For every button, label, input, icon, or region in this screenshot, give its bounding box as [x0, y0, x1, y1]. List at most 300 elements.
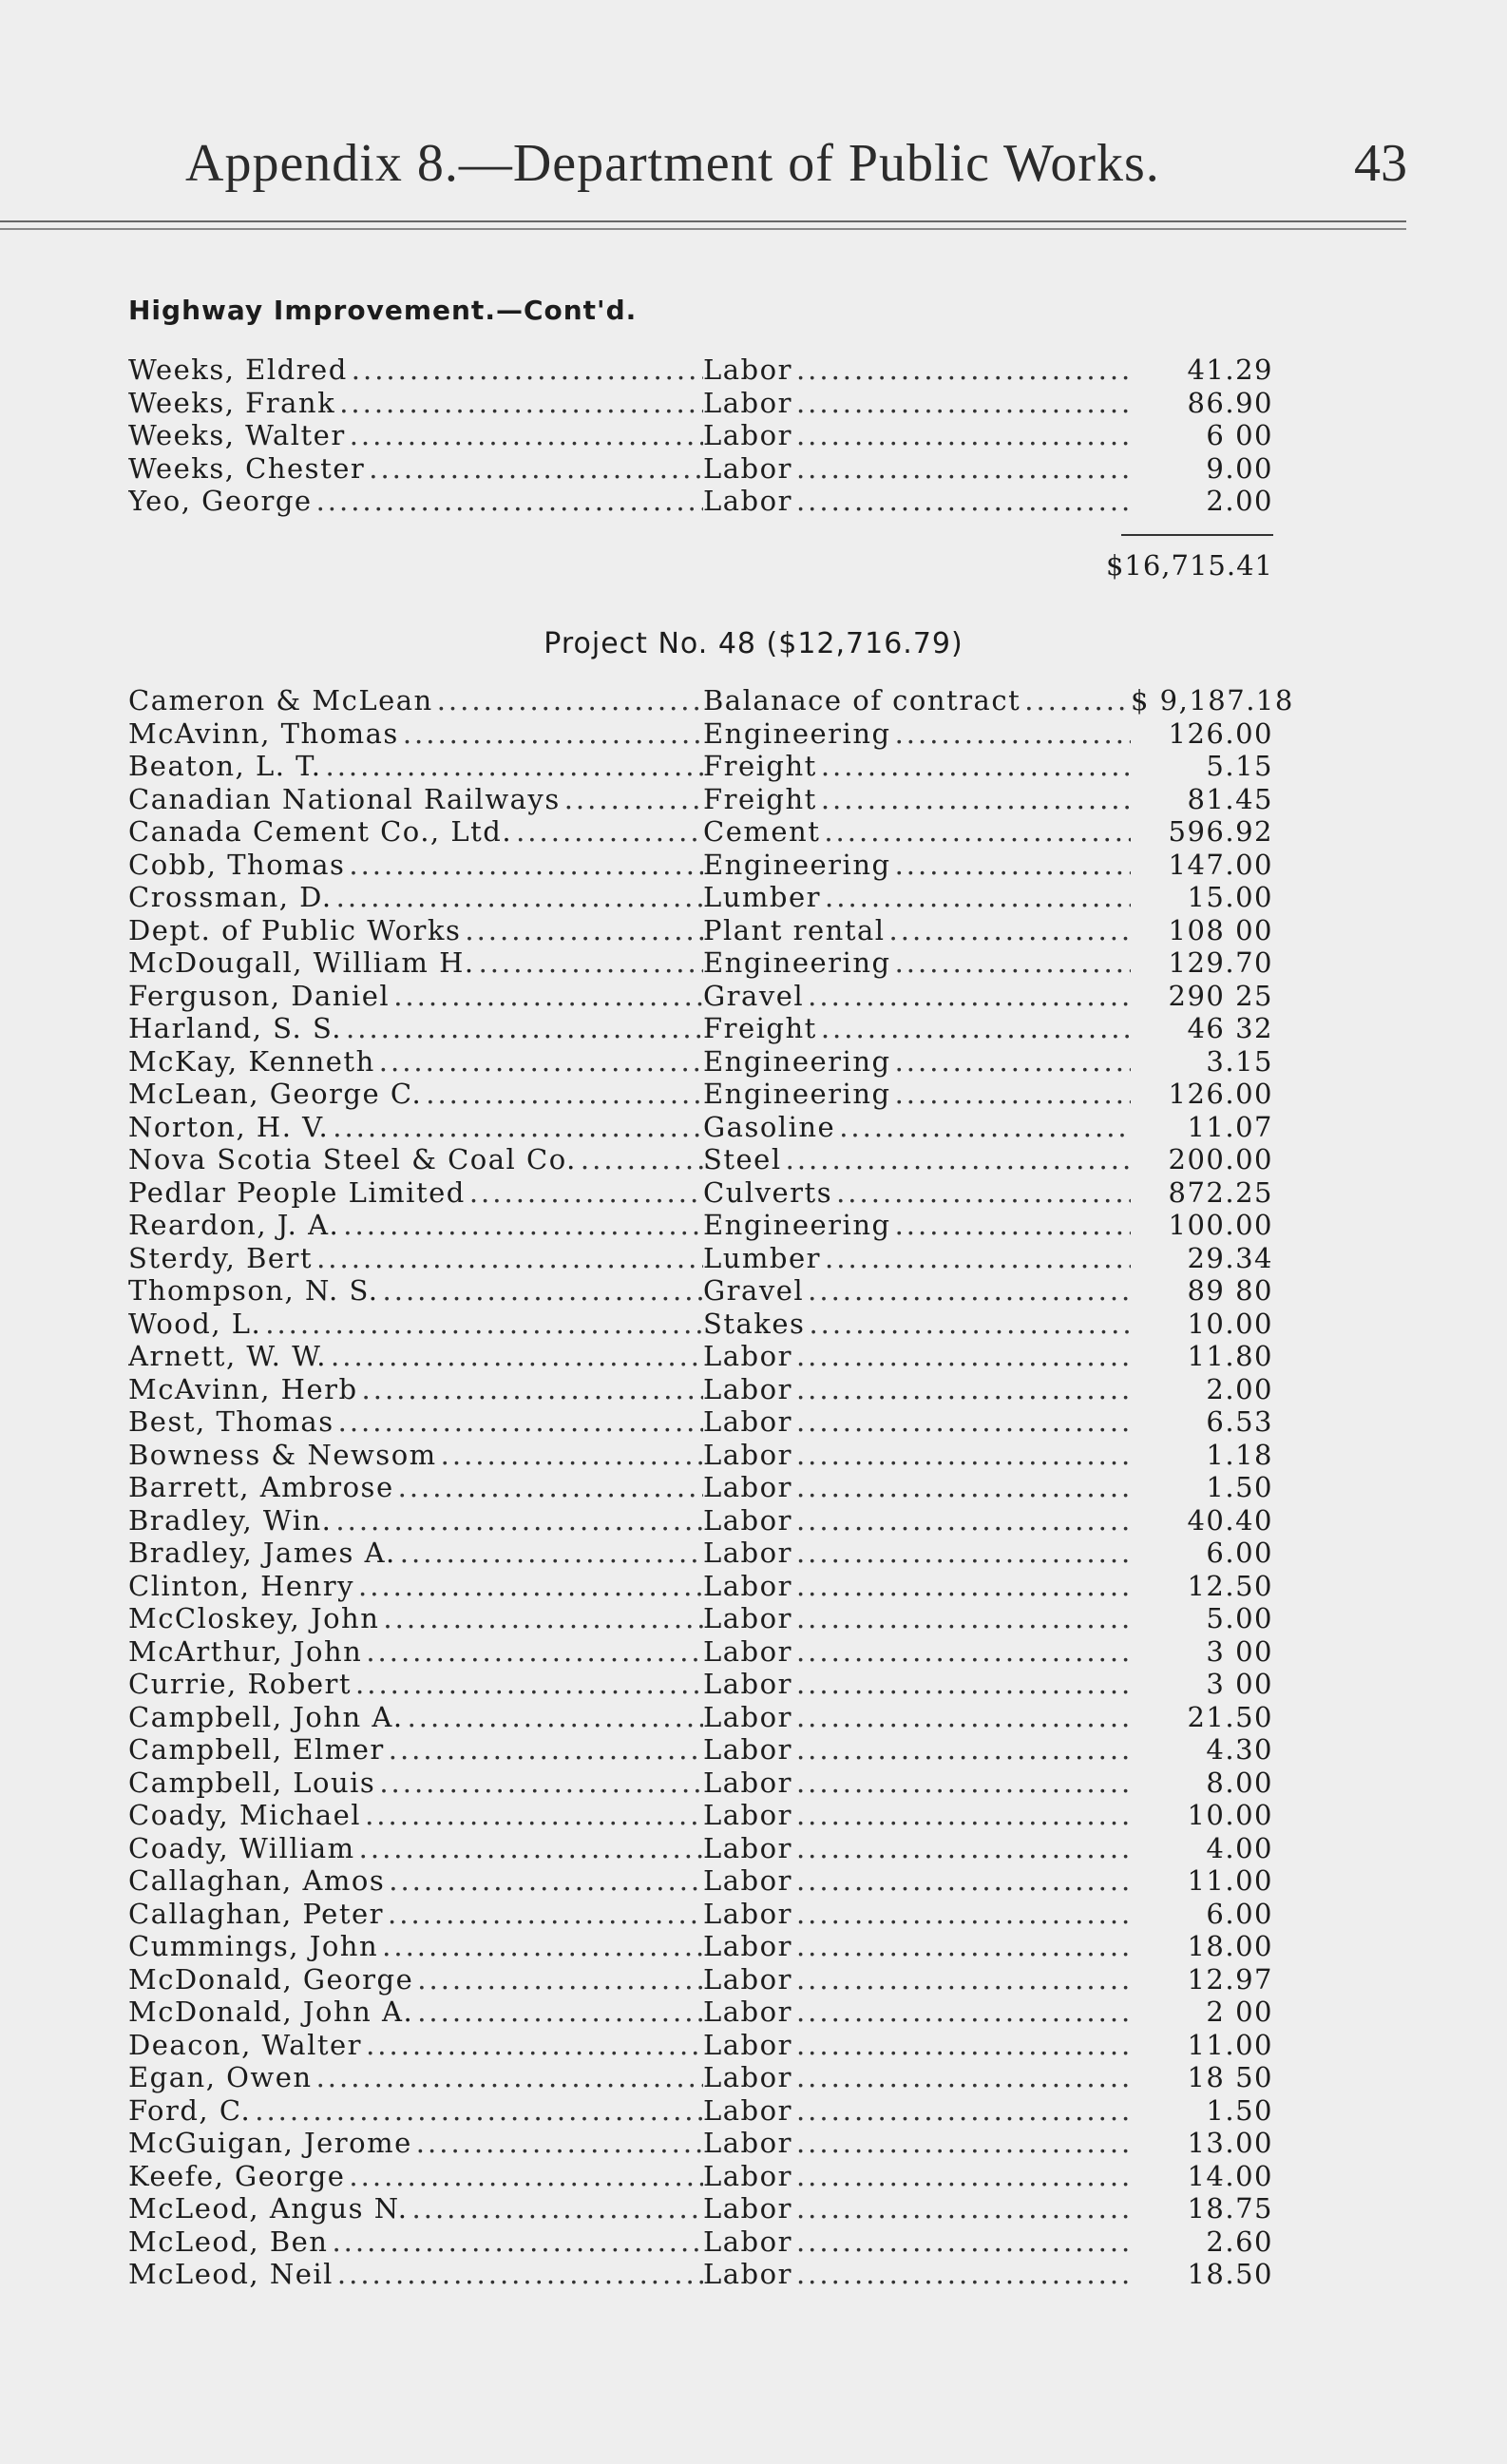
dot-leader [361, 1799, 703, 1831]
amount: 1.18 [1206, 1438, 1273, 1471]
ledger-row [128, 1767, 1273, 1800]
dot-leader [792, 452, 1131, 485]
expense-purpose: Freight [703, 750, 817, 782]
ledger-row [128, 1373, 1273, 1406]
amount: 11.80 [1187, 1340, 1273, 1372]
payee-name: McDougall, William H. [128, 946, 475, 979]
amount: 12.97 [1187, 1962, 1273, 1996]
expense-purpose: Labor [703, 2192, 792, 2225]
dot-leader [365, 452, 703, 485]
ledger-row [128, 1537, 1273, 1570]
amount: 8.00 [1206, 1766, 1273, 1799]
ledger-row [128, 1701, 1273, 1734]
dot-leader [399, 717, 703, 750]
ledger-row [128, 1143, 1273, 1176]
payee-name: Coady, Michael [128, 1799, 362, 1831]
dot-leader [891, 1078, 1131, 1110]
payee-name: Beaton, L. T. [128, 750, 322, 782]
ledger-row [128, 980, 1273, 1013]
dot-leader [355, 1832, 703, 1864]
amount: 6.00 [1206, 1897, 1273, 1930]
ledger-row [128, 717, 1273, 751]
payee-name: Campbell, Louis [128, 1766, 376, 1799]
ledger-row [128, 485, 1273, 518]
dot-leader [792, 1996, 1131, 2028]
amount: 4.30 [1206, 1733, 1273, 1766]
expense-purpose: Labor [703, 1930, 792, 1962]
project-ledger [128, 684, 1294, 2291]
dot-leader [792, 1733, 1131, 1766]
payee-name: Ford, C. [128, 2093, 252, 2127]
dot-leader [792, 2160, 1131, 2192]
amount: 18.75 [1187, 2192, 1273, 2225]
dot-leader [346, 419, 703, 451]
expense-purpose: Labor [703, 1372, 792, 1405]
expense-purpose: Labor [703, 2159, 792, 2192]
expense-purpose: Freight [703, 1012, 817, 1044]
dot-leader [362, 1635, 703, 1668]
amount: $ 9,187.18 [1131, 684, 1294, 716]
amount: 9.00 [1206, 451, 1273, 485]
amount: 13.00 [1187, 2127, 1273, 2159]
dot-leader [821, 881, 1131, 913]
ledger-row [128, 2094, 1273, 2128]
dot-leader [817, 750, 1131, 782]
dot-leader [327, 1340, 703, 1372]
page-number: 43 [1354, 134, 1407, 193]
expense-purpose: Engineering [703, 1044, 891, 1078]
dot-leader [313, 1242, 703, 1274]
dot-leader [321, 750, 703, 782]
dot-leader [412, 2127, 703, 2159]
header-rule-secondary [0, 228, 1406, 230]
payee-name: Weeks, Walter [128, 419, 346, 451]
amount: 5.15 [1206, 750, 1273, 782]
ledger-row [128, 2258, 1273, 2291]
ledger-row [128, 1274, 1273, 1308]
amount: 596.92 [1168, 815, 1273, 848]
payee-name: McLean, George C. [128, 1078, 423, 1110]
dot-leader [342, 1012, 703, 1044]
dot-leader [792, 1537, 1131, 1569]
payee-name: Bowness & Newsom [128, 1438, 437, 1471]
ledger-row [128, 2192, 1273, 2225]
expense-purpose: Labor [703, 419, 792, 451]
ledger-row [128, 1635, 1273, 1669]
dot-leader [333, 881, 703, 913]
amount: 200.00 [1168, 1143, 1273, 1175]
amount: 147.00 [1168, 848, 1273, 881]
dot-leader [792, 2061, 1131, 2093]
expense-purpose: Engineering [703, 946, 891, 979]
expense-purpose: Labor [703, 1700, 792, 1733]
section-total: $16,715.41 [1105, 549, 1273, 582]
dot-leader [792, 2225, 1131, 2258]
payee-name: Bradley, James A. [128, 1537, 396, 1569]
amount: 3 00 [1206, 1634, 1273, 1668]
amount: 1.50 [1206, 2093, 1273, 2127]
expense-purpose: Culverts [703, 1175, 833, 1209]
amount: 15.00 [1187, 881, 1273, 913]
payee-name: McArthur, John [128, 1634, 363, 1668]
dot-leader [334, 2258, 703, 2290]
payee-name: McDonald, George [128, 1962, 414, 1996]
dot-leader [792, 2127, 1131, 2159]
payee-name: Harland, S. S. [128, 1012, 343, 1044]
dot-leader [354, 1570, 703, 1602]
dot-leader [339, 1209, 703, 1241]
dot-leader [334, 1405, 703, 1438]
payee-name: Keefe, George [128, 2159, 346, 2192]
amount: 6.53 [1206, 1405, 1273, 1438]
payee-name: McGuigan, Jerome [128, 2127, 412, 2159]
expense-purpose: Plant rental [703, 913, 886, 946]
ledger-row [128, 815, 1273, 849]
expense-purpose: Labor [703, 1799, 792, 1831]
expense-purpose: Labor [703, 1733, 792, 1766]
dot-leader [820, 815, 1131, 848]
dot-leader [817, 783, 1131, 815]
payee-name: Yeo, George [128, 485, 313, 517]
expense-purpose: Labor [703, 1405, 792, 1438]
ledger-row [128, 2061, 1273, 2094]
dot-leader [891, 717, 1131, 750]
dot-leader [396, 1537, 703, 1569]
ledger-row [128, 914, 1273, 947]
dot-leader [891, 946, 1131, 979]
ledger-row [128, 2160, 1273, 2193]
payee-name: Cameron & McLean [128, 684, 433, 716]
payee-name: Weeks, Frank [128, 386, 336, 419]
ledger-row [128, 1963, 1273, 1996]
dot-leader [792, 1504, 1131, 1537]
dot-leader [375, 1045, 703, 1078]
dot-leader [345, 2160, 703, 2192]
expense-purpose: Labor [703, 1503, 792, 1537]
amount: 12.50 [1187, 1569, 1273, 1602]
expense-purpose: Labor [703, 386, 792, 419]
amount: 129.70 [1168, 946, 1273, 979]
ledger-row [128, 1012, 1273, 1045]
dot-leader [378, 1930, 703, 1962]
payee-name: Cummings, John [128, 1930, 379, 1962]
expense-purpose: Labor [703, 2028, 792, 2061]
payee-name: McAvinn, Herb [128, 1372, 358, 1405]
dot-leader [332, 1504, 703, 1537]
dot-leader [792, 1767, 1131, 1799]
amount: 1.50 [1206, 1471, 1273, 1503]
payee-name: Best, Thomas [128, 1405, 334, 1438]
dot-leader [805, 1308, 1131, 1340]
payee-name: Thompson, N. S. [128, 1274, 379, 1307]
amount: 29.34 [1187, 1241, 1273, 1274]
dot-leader [792, 2029, 1131, 2061]
dot-leader [375, 1767, 703, 1799]
ledger-row [128, 452, 1273, 486]
expense-purpose: Labor [703, 1996, 792, 2028]
ledger-row [128, 1930, 1273, 1963]
dot-leader [792, 1405, 1131, 1438]
payee-name: Bradley, Win. [128, 1503, 333, 1537]
payee-name: Arnett, W. W. [128, 1340, 328, 1372]
dot-leader [792, 2094, 1131, 2127]
amount: 2.60 [1206, 2225, 1273, 2258]
payee-name: Coady, William [128, 1831, 355, 1864]
payee-name: Weeks, Eldred [128, 353, 348, 386]
dot-leader [792, 1701, 1131, 1733]
dot-leader [413, 1963, 703, 1996]
dot-leader [782, 1143, 1131, 1175]
ledger-row [128, 1242, 1273, 1275]
ledger-row [128, 1668, 1273, 1701]
payee-name: Crossman, D. [128, 881, 333, 913]
payee-name: Deacon, Walter [128, 2028, 363, 2061]
expense-purpose: Labor [703, 353, 792, 386]
ledger-row [128, 946, 1273, 980]
dot-leader [792, 1373, 1131, 1405]
ledger-row [128, 2225, 1273, 2259]
section-heading: Highway Improvement.—Cont'd. [128, 295, 638, 326]
expense-purpose: Balanace of contract [703, 684, 1021, 716]
dot-leader [461, 914, 703, 946]
dot-leader [384, 1898, 703, 1930]
dot-leader [891, 849, 1131, 881]
expense-purpose: Labor [703, 1569, 792, 1602]
dot-leader [891, 1209, 1131, 1241]
amount: 18.00 [1187, 1930, 1273, 1962]
amount: 2 00 [1206, 1996, 1273, 2028]
payee-name: McDonald, John A. [128, 1996, 414, 2028]
expense-purpose: Labor [703, 451, 792, 485]
amount: 46 32 [1187, 1012, 1273, 1044]
expense-purpose: Lumber [703, 881, 822, 913]
expense-purpose: Labor [703, 2258, 792, 2290]
dot-leader [792, 1570, 1131, 1602]
ledger-row [128, 1209, 1273, 1242]
amount: 18 50 [1187, 2061, 1273, 2093]
dot-leader [817, 1012, 1131, 1044]
payee-name: Nova Scotia Steel & Coal Co. [128, 1143, 577, 1175]
dot-leader [792, 1930, 1131, 1962]
ledger-row [128, 1308, 1273, 1341]
ledger-row [128, 1340, 1273, 1373]
ledger-row [128, 849, 1273, 882]
payee-name: Callaghan, Peter [128, 1897, 385, 1930]
ledger-row [128, 1799, 1273, 1832]
dot-leader [804, 1274, 1131, 1307]
dot-leader [792, 1963, 1131, 1996]
expense-purpose: Labor [703, 1766, 792, 1799]
dot-leader [362, 2029, 703, 2061]
payee-name: Weeks, Chester [128, 451, 366, 485]
expense-purpose: Labor [703, 1962, 792, 1996]
dot-leader [328, 2225, 703, 2258]
payee-name: Ferguson, Daniel [128, 979, 391, 1012]
expense-purpose: Labor [703, 1897, 792, 1930]
ledger-row [128, 1898, 1273, 1931]
payee-name: Callaghan, Amos [128, 1864, 386, 1897]
total-rule [1121, 534, 1273, 536]
dot-leader [394, 1471, 703, 1503]
dot-leader [792, 2192, 1131, 2225]
dot-leader [792, 353, 1131, 386]
dot-leader [792, 1832, 1131, 1864]
dot-leader [251, 2094, 703, 2127]
dot-leader [352, 1668, 703, 1700]
amount: 3.15 [1206, 1044, 1273, 1078]
expense-purpose: Freight [703, 782, 817, 815]
payee-name: Canadian National Railways [128, 782, 561, 815]
running-head: Appendix 8.—Department of Public Works. [185, 134, 1160, 193]
amount: 4.00 [1206, 1831, 1273, 1864]
project-heading: Project No. 48 ($12,716.79) [544, 627, 963, 660]
payee-name: Campbell, John A. [128, 1700, 404, 1733]
dot-leader [1021, 684, 1131, 716]
ledger-row [128, 2029, 1273, 2062]
expense-purpose: Labor [703, 1340, 792, 1372]
amount: 89 80 [1187, 1274, 1273, 1307]
payee-name: Dept. of Public Works [128, 913, 462, 946]
amount: 5.00 [1206, 1602, 1273, 1634]
expense-purpose: Labor [703, 1634, 792, 1668]
dot-leader [385, 1864, 703, 1897]
amount: 290 25 [1168, 979, 1273, 1012]
amount: 6.00 [1206, 1537, 1273, 1569]
ledger-row [128, 750, 1273, 783]
expense-purpose: Stakes [703, 1307, 806, 1340]
dot-leader [792, 1471, 1131, 1503]
dot-leader [329, 1111, 703, 1143]
ledger-row [128, 1504, 1273, 1538]
ledger-row [128, 1176, 1273, 1210]
dot-leader [792, 2258, 1131, 2290]
payee-name: Currie, Robert [128, 1668, 353, 1700]
payee-name: Canada Cement Co., Ltd. [128, 815, 513, 848]
amount: 108 00 [1168, 913, 1273, 946]
payee-name: Reardon, J. A. [128, 1209, 340, 1241]
dot-leader [891, 1045, 1131, 1078]
expense-purpose: Steel [703, 1143, 782, 1175]
dot-leader [404, 1701, 703, 1733]
dot-leader [345, 849, 703, 881]
ledger-row [128, 1733, 1273, 1767]
expense-purpose: Labor [703, 1537, 792, 1569]
amount: 40.40 [1187, 1503, 1273, 1537]
expense-purpose: Cement [703, 815, 821, 848]
amount: 10.00 [1187, 1307, 1273, 1340]
expense-purpose: Gravel [703, 979, 805, 1012]
dot-leader [348, 353, 703, 386]
amount: 126.00 [1168, 1078, 1273, 1110]
amount: 100.00 [1168, 1209, 1273, 1241]
ledger-row [128, 1439, 1273, 1472]
expense-purpose: Labor [703, 2225, 792, 2258]
dot-leader [792, 387, 1131, 419]
dot-leader [804, 980, 1131, 1012]
amount: 86.90 [1187, 386, 1273, 419]
expense-purpose: Labor [703, 1831, 792, 1864]
ledger-row [128, 1045, 1273, 1079]
dot-leader [358, 1373, 703, 1405]
expense-purpose: Labor [703, 2127, 792, 2159]
dot-leader [792, 1635, 1131, 1668]
expense-purpose: Engineering [703, 848, 891, 881]
payee-name: McLeod, Angus N. [128, 2192, 409, 2225]
expense-purpose: Engineering [703, 716, 891, 750]
ledger-row [128, 419, 1273, 452]
amount: 6 00 [1206, 419, 1273, 451]
ledger-row [128, 881, 1273, 914]
amount: 41.29 [1187, 353, 1273, 386]
header-rule [0, 220, 1406, 222]
payee-name: Campbell, Elmer [128, 1733, 385, 1766]
dot-leader [792, 1799, 1131, 1831]
amount: 21.50 [1187, 1700, 1273, 1733]
dot-leader [792, 1602, 1131, 1634]
expense-purpose: Gravel [703, 1274, 805, 1307]
dot-leader [561, 783, 703, 815]
amount: 872.25 [1168, 1175, 1273, 1209]
amount: 18.50 [1187, 2258, 1273, 2290]
payee-name: McCloskey, John [128, 1602, 380, 1634]
ledger-row [128, 1996, 1273, 2029]
payee-name: Cobb, Thomas [128, 848, 346, 881]
payee-name: Egan, Owen [128, 2061, 313, 2093]
amount: 2.00 [1206, 1372, 1273, 1405]
dot-leader [433, 684, 703, 716]
ledger-row [128, 1405, 1273, 1439]
dot-leader [792, 1340, 1131, 1372]
dot-leader [313, 485, 703, 517]
ledger-row [128, 387, 1273, 420]
dot-leader [409, 2192, 703, 2225]
payee-name: McLeod, Neil [128, 2258, 334, 2290]
amount: 126.00 [1168, 716, 1273, 750]
dot-leader [261, 1308, 703, 1340]
dot-leader [466, 1176, 703, 1209]
expense-purpose: Labor [703, 1668, 792, 1700]
ledger-row [128, 2127, 1273, 2160]
ledger-row [128, 783, 1273, 816]
payee-name: Pedlar People Limited [128, 1175, 466, 1209]
ledger-row [128, 1078, 1273, 1111]
section-ledger [128, 353, 1273, 518]
dot-leader [821, 1242, 1131, 1274]
expense-purpose: Labor [703, 1471, 792, 1503]
dot-leader [512, 815, 703, 848]
ledger-row [128, 1111, 1273, 1144]
amount: 11.00 [1187, 1864, 1273, 1897]
dot-leader [792, 485, 1131, 517]
dot-leader [835, 1111, 1131, 1143]
payee-name: Wood, L. [128, 1307, 262, 1340]
ledger-row [128, 1602, 1273, 1635]
amount: 3 00 [1206, 1668, 1273, 1700]
expense-purpose: Lumber [703, 1241, 822, 1274]
payee-name: Barrett, Ambrose [128, 1471, 394, 1503]
payee-name: McAvinn, Thomas [128, 716, 399, 750]
expense-purpose: Labor [703, 2093, 792, 2127]
amount: 11.00 [1187, 2028, 1273, 2061]
dot-leader [792, 1668, 1131, 1700]
dot-leader [886, 914, 1131, 946]
dot-leader [832, 1176, 1131, 1209]
expense-purpose: Labor [703, 1864, 792, 1897]
amount: 81.45 [1187, 782, 1273, 815]
expense-purpose: Labor [703, 2061, 792, 2093]
expense-purpose: Gasoline [703, 1110, 836, 1143]
dot-leader [335, 387, 703, 419]
